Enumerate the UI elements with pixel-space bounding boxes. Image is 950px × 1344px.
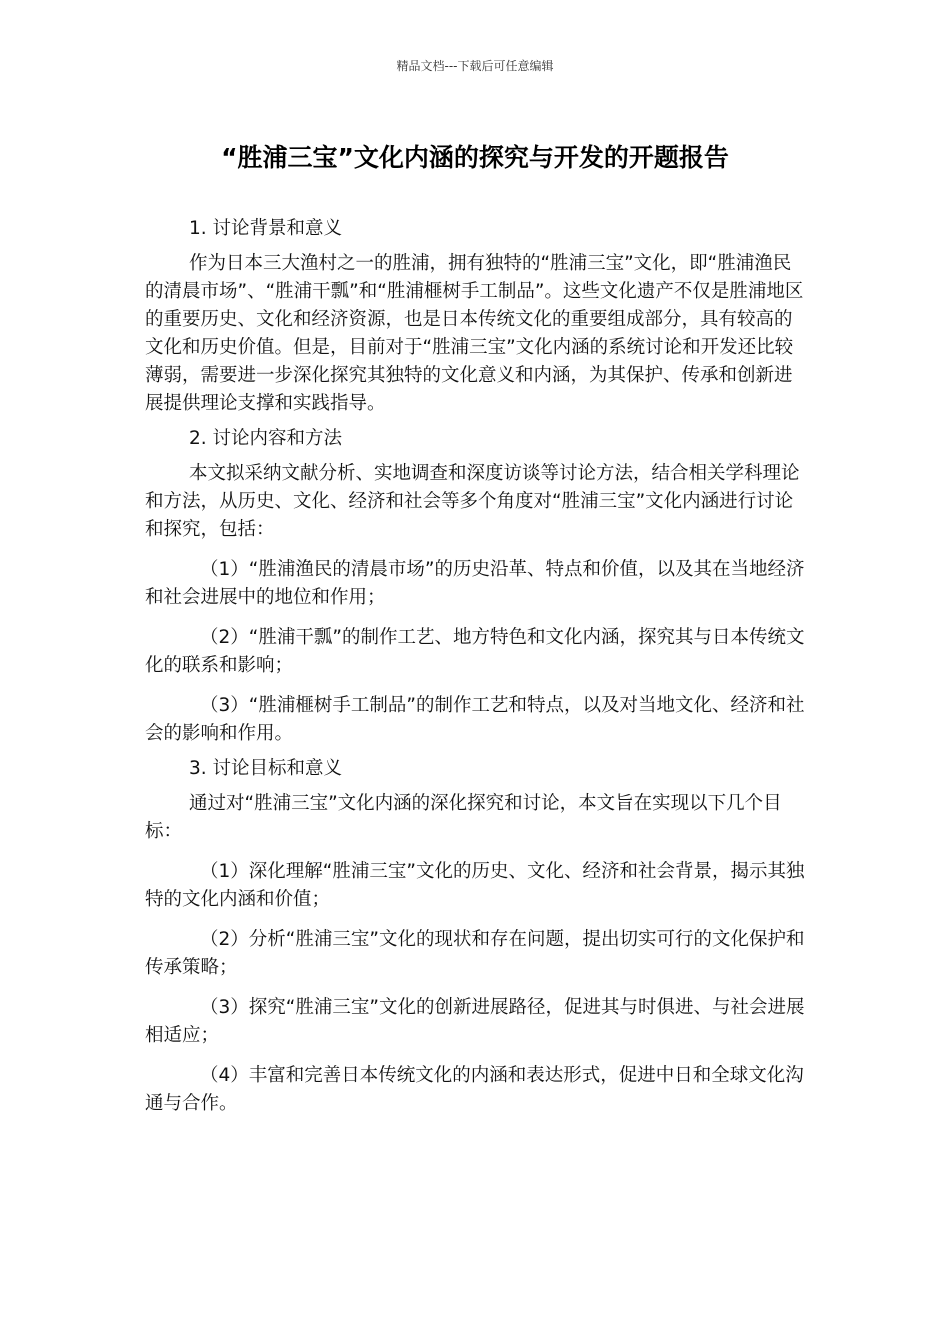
list-item-content-2: （2）“胜浦干瓢”的制作工艺、地方特色和文化内涵，探究其与日本传统文化的联系和影响； — [145, 627, 805, 676]
list-item-goal-2: （2）分析“胜浦三宝”文化的现状和存在问题，提出切实可行的文化保护和传承策略； — [145, 929, 805, 978]
paragraph-goals: 通过对“胜浦三宝”文化内涵的深化探究和讨论，本文旨在实现以下几个目标： — [145, 793, 782, 842]
header-note: 精品文档---下载后可任意编辑 — [396, 59, 554, 73]
list-item-content-1: （1）“胜浦渔民的清晨市场”的历史沿革、特点和价值，以及其在当地经济和社会进展中的地位和作用； — [145, 559, 805, 608]
paragraph-content-method: 本文拟采纳文献分析、实地调查和深度访谈等讨论方法，结合相关学科理论和方法，从历史、文化、经济和社会等多个角度对“胜浦三宝”文化内涵进行讨论和探究，包括： — [145, 463, 800, 540]
list-item-goal-4: （4）丰富和完善日本传统文化的内涵和表达形式，促进中日和全球文化沟通与合作。 — [145, 1065, 804, 1114]
list-item-content-3: （3）“胜浦榧树手工制品”的制作工艺和特点，以及对当地文化、经济和社会的影响和作用。 — [145, 695, 805, 744]
section-heading-content-method: 2. 讨论内容和方法 — [189, 428, 343, 449]
paragraph-background: 作为日本三大渔村之一的胜浦，拥有独特的“胜浦三宝”文化，即“胜浦渔民的清晨市场”、“胜浦干瓢”和“胜浦榧树手工制品”。这些文化遗产不仅是胜浦地区的重要历史、文化和经济资源，也是日本传统文化的重要组成部分，具有较高的文化和历史价值。但是，目前对于“胜浦三宝”文化内涵的系统讨论和开发还比较薄弱，需要进一步深化探究其独特的文化意义和内涵，为其保护、传承和创新进展提供理论支撑和实践指导。 — [145, 253, 804, 414]
list-item-goal-3: （3）探究“胜浦三宝”文化的创新进展路径，促进其与时俱进、与社会进展相适应； — [145, 997, 805, 1046]
section-heading-background: 1. 讨论背景和意义 — [189, 218, 343, 239]
document-title: “胜浦三宝”文化内涵的探究与开发的开题报告 — [221, 143, 729, 172]
document-body — [145, 215, 807, 1118]
list-item-goal-1: （1）深化理解“胜浦三宝”文化的历史、文化、经济和社会背景，揭示其独特的文化内涵和价值； — [145, 861, 805, 910]
section-heading-goals: 3. 讨论目标和意义 — [189, 758, 343, 779]
